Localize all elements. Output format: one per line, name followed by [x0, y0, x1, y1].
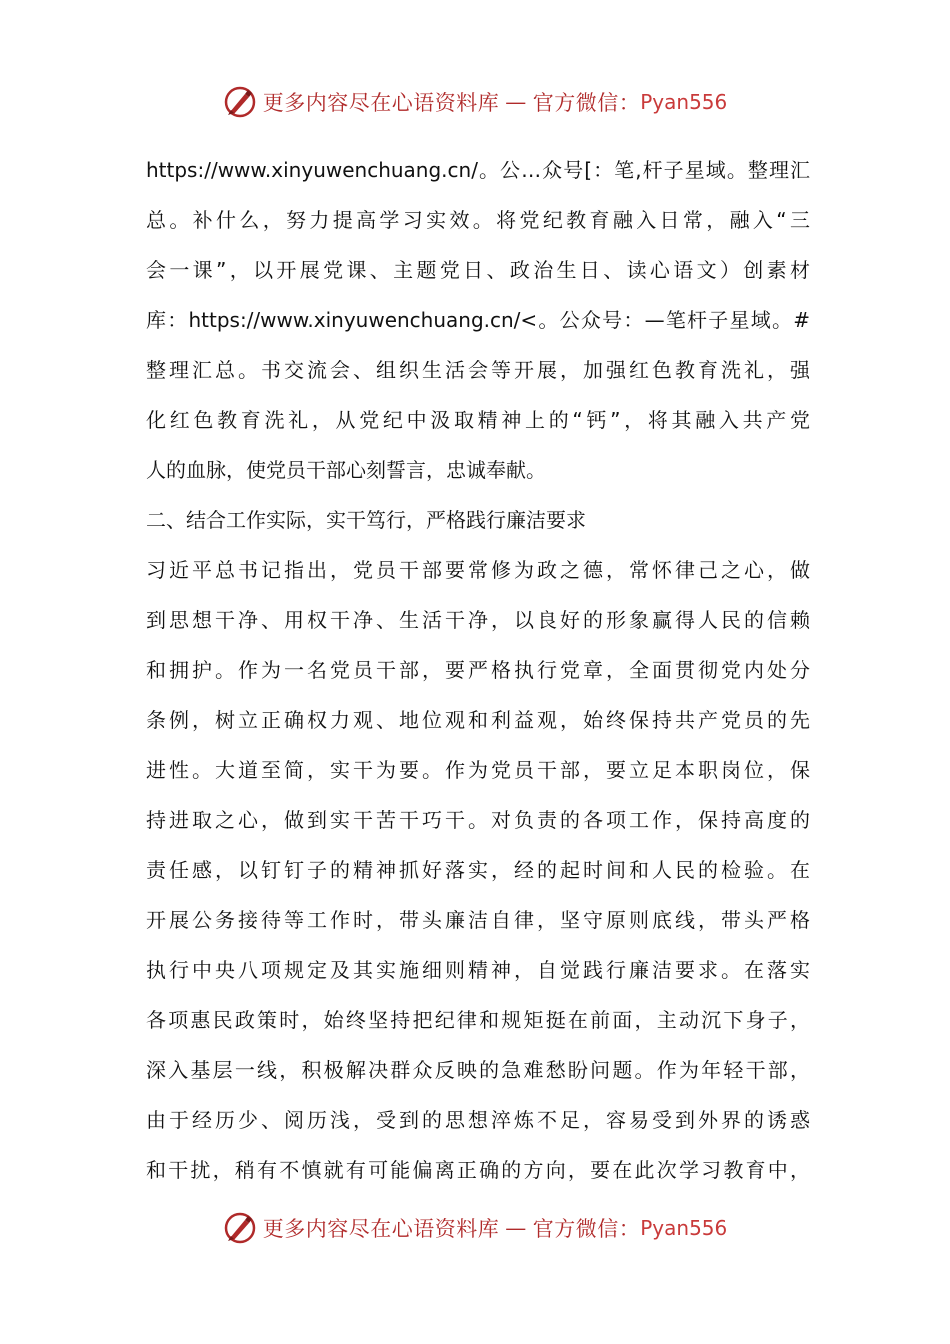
- header-wechat-label: 官方微信：: [532, 91, 641, 115]
- text-line: 和拥护。作为一名党员干部，要严格执行党章，全面贯彻党内处分: [146, 658, 810, 682]
- text-line: 开展公务接待等工作时，带头廉洁自律，坚守原则底线，带头严格: [146, 908, 810, 932]
- section-heading: 二、结合工作实际，实干笃行，严格践行廉洁要求: [146, 508, 586, 532]
- header-wechat-id: Pyan556: [640, 90, 728, 114]
- footer-separator: —: [505, 1216, 527, 1240]
- text-line: 人的血脉，使党员干部心刻誓言，忠诚奉献。: [146, 458, 546, 482]
- text-line: 化红色教育洗礼，从党纪中汲取精神上的“钙”，将其融入共产党: [146, 408, 810, 432]
- header-separator: —: [505, 90, 527, 114]
- text-line: https://www.xinyuwenchuang.cn/。公…众号[：笔,杆子星域。整理汇: [146, 158, 810, 182]
- text-line: 习近平总书记指出，党员干部要常修为政之德，常怀律己之心，做: [146, 558, 810, 582]
- header-banner-text: 更多内容尽在心语资料库: [262, 91, 500, 115]
- footer-wechat-label: 官方微信：: [532, 1217, 641, 1241]
- text-line: 执行中央八项规定及其实施细则精神，自觉践行廉洁要求。在落实: [146, 958, 810, 982]
- text-line: 和干扰，稍有不慎就有可能偏离正确的方向，要在此次学习教育中，: [146, 1158, 810, 1182]
- text-line: 深入基层一线，积极解决群众反映的急难愁盼问题。作为年轻干部，: [146, 1058, 810, 1082]
- pen-logo-icon: [223, 1211, 257, 1245]
- footer-banner: [0, 1208, 950, 1248]
- text-line: 条例，树立正确权力观、地位观和利益观，始终保持共产党员的先: [146, 708, 810, 732]
- text-line: 库：https://www.xinyuwenchuang.cn/<。公众号：—笔杆子星域。#: [146, 308, 810, 332]
- text-line: 持进取之心，做到实干苦干巧干。对负责的各项工作，保持高度的: [146, 808, 810, 832]
- text-line: 到思想干净、用权干净、生活干净，以良好的形象赢得人民的信赖: [146, 608, 810, 632]
- pen-logo-icon: [223, 85, 257, 119]
- footer-wechat-id: Pyan556: [640, 1216, 728, 1240]
- text-line: 由于经历少、阅历浅，受到的思想淬炼不足，容易受到外界的诱惑: [146, 1108, 810, 1132]
- text-line: 各项惠民政策时，始终坚持把纪律和规矩挺在前面，主动沉下身子，: [146, 1008, 810, 1032]
- text-line: 整理汇总。书交流会、组织生活会等开展，加强红色教育洗礼，强: [146, 358, 810, 382]
- text-line: 进性。大道至简，实干为要。作为党员干部，要立足本职岗位，保: [146, 758, 810, 782]
- text-line: 会一课”，以开展党课、主题党日、政治生日、读心语文）创素材: [146, 258, 810, 282]
- article-body: [146, 145, 810, 1195]
- text-line: 总。补什么，努力提高学习实效。将党纪教育融入日常，融入“三: [146, 208, 810, 232]
- text-line: 责任感，以钉钉子的精神抓好落实，经的起时间和人民的检验。在: [146, 858, 810, 882]
- header-banner: [0, 82, 950, 122]
- footer-banner-text: 更多内容尽在心语资料库: [262, 1217, 500, 1241]
